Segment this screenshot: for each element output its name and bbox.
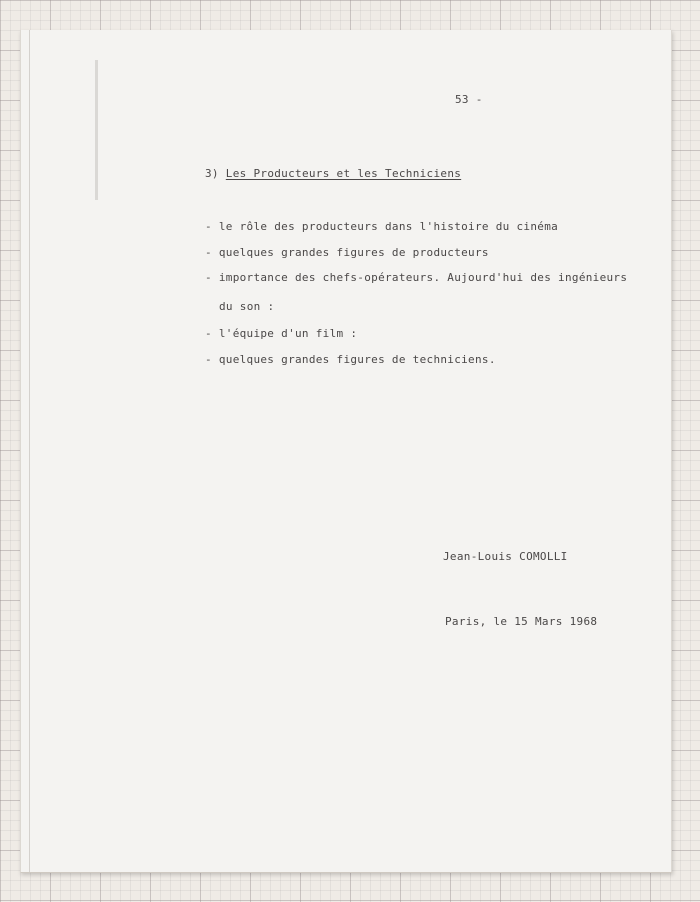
- list-item: - quelques grandes figures de producteurs: [205, 246, 489, 259]
- section-number: 3): [205, 167, 219, 180]
- page-number: 53 -: [455, 93, 483, 106]
- author-signature-line: Jean-Louis COMOLLI: [443, 550, 568, 563]
- list-item: - l'équipe d'un film :: [205, 327, 358, 340]
- list-item: - importance des chefs-opérateurs. Aujourd'hui des ingénieurs: [205, 271, 628, 284]
- section-heading: [205, 167, 461, 180]
- list-item: - le rôle des producteurs dans l'histoire du cinéma: [205, 220, 559, 233]
- list-item-continuation: du son :: [219, 300, 275, 313]
- place-date-line: Paris, le 15 Mars 1968: [445, 615, 598, 628]
- document-page: [20, 30, 672, 873]
- section-title: Les Producteurs et les Techniciens: [225, 167, 462, 180]
- list-item: - quelques grandes figures de techniciens.: [205, 353, 496, 366]
